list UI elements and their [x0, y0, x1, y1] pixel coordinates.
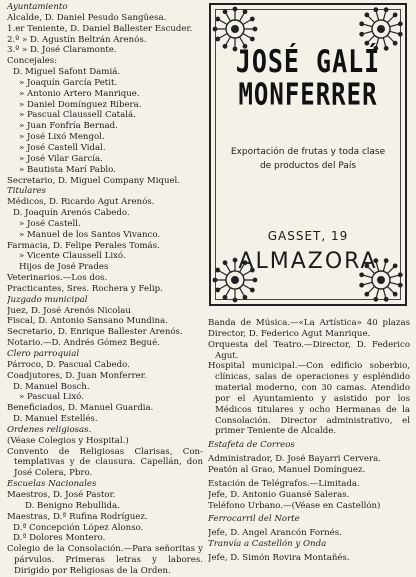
- directory-entry: » José Castell Vidal.: [19, 142, 106, 153]
- directory-entry: » Antonio Artero Manrique.: [19, 88, 140, 99]
- directory-entry: D.ª Dolores Montero.: [13, 533, 106, 544]
- section-heading: Titulares: [7, 186, 46, 197]
- directory-entry: » Juan Fonfría Bernad.: [19, 121, 118, 132]
- directory-entry: Concejales:: [7, 56, 58, 67]
- directory-entry: Peatón al Grao, Manuel Domínguez.: [208, 464, 366, 475]
- directory-entry: Coadjutores, D. Juan Monferrer.: [7, 370, 147, 381]
- section-heading: Estafeta de Correos: [208, 440, 295, 451]
- section-heading: Ordenes religiosas.: [7, 424, 92, 435]
- directory-entry: Secretario, D. Enrique Ballester Arenós.: [7, 327, 183, 338]
- directory-entry: Banda de Música.—«La Artística» 40 plazas Director, D. Federico Agut Manrique.: [208, 318, 410, 339]
- advertisement-description: Exportación de frutas y toda clase de productos del País: [230, 147, 386, 171]
- advertisement-box: [209, 3, 407, 306]
- directory-entry: D. Manuel Bosch.: [13, 381, 90, 392]
- directory-entry: Practicantes, Sres. Rochera y Felip.: [7, 283, 163, 294]
- directory-entry: D. Joaquín Arenós Cabedo.: [13, 208, 130, 219]
- advertisement-address: GASSET, 19: [267, 229, 349, 243]
- directory-entry: Teléfono Urbano.—(Véase en Castellón): [208, 500, 381, 511]
- directory-entry: Fiscal, D. Antonio Sansano Mundina.: [7, 316, 168, 327]
- directory-entry: Médicos, D. Ricardo Agut Arenós.: [7, 197, 155, 208]
- directory-entry: Estación de Telégrafos.—Limitada.: [208, 478, 360, 489]
- section-heading: Tranvía a Castellón y Onda: [208, 539, 327, 550]
- directory-entry: » Daniel Domínguez Ribera.: [19, 99, 142, 110]
- directory-entry: Maestras, D.ª Rufina Rodríguez.: [7, 511, 148, 522]
- advertisement-city: ALMAZORA: [238, 249, 378, 274]
- directory-entry: » José Lixó Mengol.: [19, 132, 105, 143]
- directory-entry: 2.º » D. Agustín Beltrán Arenós.: [7, 34, 147, 45]
- directory-entry: Hospital municipal.—Con edificio soberbio, clínicas, salas de operaciones y espléndido material moderno, con 30 camas. Atendido por el Ayuntamiento y asistido por los Médicos titulares y ocho Hermanas de la Consolación. Director administrativo, el primer Teniente de Alcalde.: [208, 361, 410, 437]
- directory-entry: Párroco, D. Pascual Cabedo.: [7, 359, 130, 370]
- directory-entry: Alcalde, D. Daniel Pesudo Sangüesa.: [7, 12, 167, 23]
- section-heading: Escuelas Nacionales: [7, 479, 97, 490]
- directory-entry: Jefe, D. Simón Rovira Montañés.: [208, 552, 350, 563]
- directory-entry: Orquesta del Teatro.—Director, D. Federico Agut.: [208, 339, 410, 361]
- directory-entry: Hijos de José Prades: [19, 262, 109, 273]
- directory-entry: Convento de Religiosas Clarisas, Contemplativas y de clausura. Capellán, don José Colera, Pbro.: [7, 446, 203, 479]
- directory-entry: Maestros, D. José Pastor.: [7, 489, 116, 500]
- directory-entry: » Vicente Claussell Lixó.: [19, 251, 126, 262]
- section-heading: Ayuntamiento: [7, 2, 68, 12]
- directory-entry: (Véase Colegios y Hospital.): [7, 435, 129, 446]
- directory-entry: » Pascual Claussell Catalá.: [19, 110, 136, 121]
- directory-entry: » Bautista Marí Pablo.: [19, 164, 116, 175]
- directory-entry: D.ª Concepción López Alonso.: [13, 522, 144, 533]
- directory-entry: » Joaquín García Petit.: [19, 77, 118, 88]
- directory-entry: D. Benigno Rebullida.: [25, 500, 120, 511]
- directory-entry: Farmacia, D. Felipe Perales Tomás.: [7, 240, 160, 251]
- directory-entry: Administrador, D. José Bayarri Cervera.: [208, 454, 381, 465]
- left-column: [7, 2, 203, 577]
- directory-entry: D. Manuel Estellés.: [13, 414, 98, 425]
- section-heading: Clero parroquial: [7, 349, 80, 359]
- directory-entry: 1.er Teniente, D. Daniel Ballester Escuder.: [7, 23, 193, 34]
- directory-entry: D. Miguel Safont Damiá.: [13, 67, 121, 78]
- directory-entry: Beneficiados, D. Manuel Guardia.: [7, 403, 154, 414]
- directory-entry: Notario.—D. Andrés Gómez Begué.: [7, 338, 160, 349]
- directory-entry: 3.º » D. José Claramonte.: [7, 45, 117, 56]
- section-heading: Ferrocarril del Norte: [208, 514, 300, 525]
- directory-entry: » José Vilar García.: [19, 153, 103, 164]
- directory-entry: Jefe, D. Antonio Guansé Saleras.: [208, 489, 350, 500]
- right-column: [208, 318, 410, 564]
- directory-entry: » Manuel de los Santos Vivanco.: [19, 229, 161, 240]
- advertiser-name-line1: JOSÉ GALÍ: [235, 43, 381, 80]
- directory-entry: » José Castell.: [19, 218, 81, 229]
- directory-entry: Colegio de la Consolación.—Para señoritas y párvulos. Primeras letras y labores. Dirigido por Religiosas de la Orden.: [7, 544, 203, 576]
- directory-entry: Veterinarios.—Los dos.: [7, 273, 108, 284]
- section-heading: Juzgado municipal: [7, 294, 88, 305]
- directory-entry: » Pascual Lixó.: [19, 392, 84, 403]
- directory-entry: Secretario, D. Miguel Company Miquel.: [7, 175, 181, 186]
- advertiser-name-line2: MONFERRER: [238, 77, 378, 112]
- directory-entry: Jefe, D. Angel Arancón Fornés.: [208, 528, 342, 539]
- directory-entry: Juez, D. José Arenós Nicolau: [7, 305, 131, 316]
